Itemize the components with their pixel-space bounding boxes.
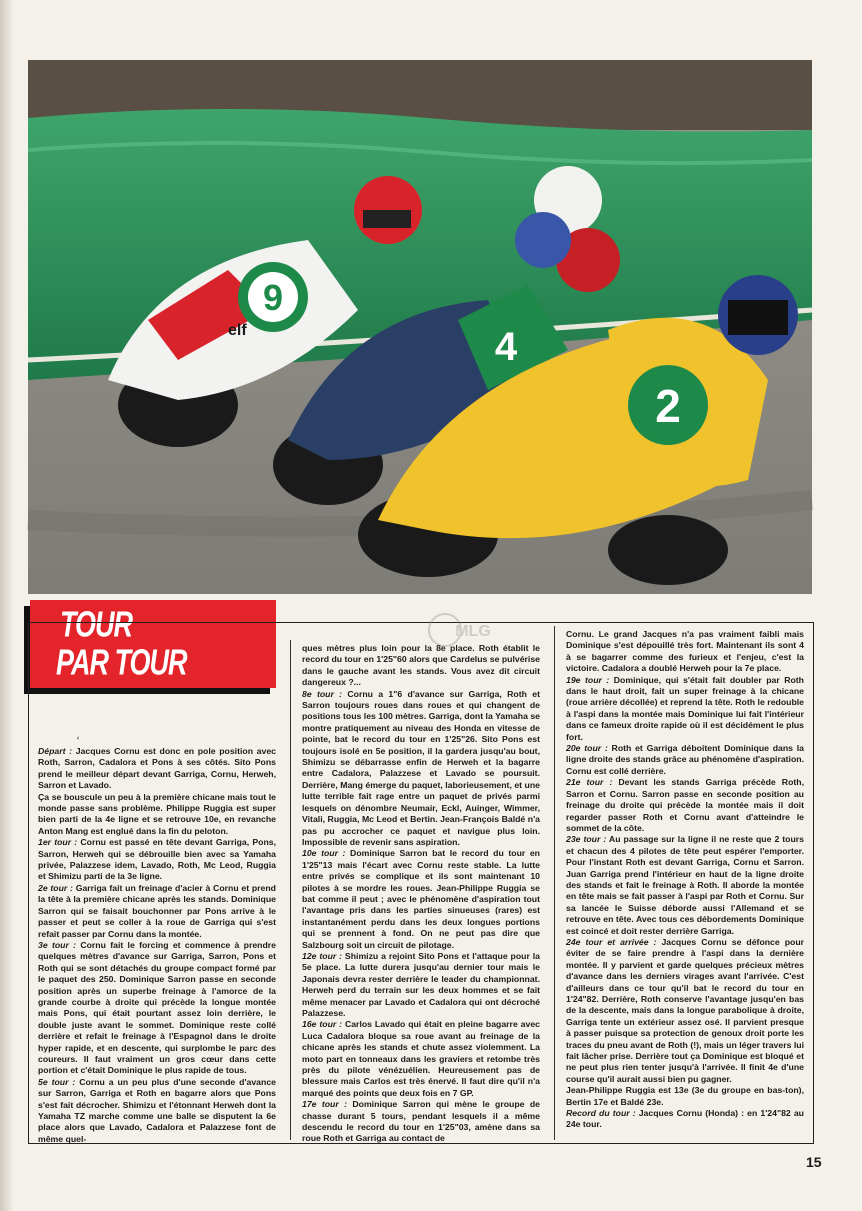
article-paragraph (302, 1019, 540, 1099)
paragraph-lead: 8e tour : (302, 688, 343, 699)
paragraph-text: Dominique Sarron qui mène le groupe de chasse durant 5 tours, pendant lesquels il a même descendu le record du tour en 1'25"03, amène dans sa roue Roth et Garriga au contact de (302, 1099, 541, 1144)
paragraph-text: Cornu fait le forcing et commence à prendre quelques mètres d'avance sur Garriga, Sarron, Pons et Roth qui se sont détachés du groupe compact formé par le paquet des 250. Dominique Sarron passe en seconde position après un superbe freinage à l'amorce de la grande courbe à droite qui précède la longue montée mais Pons, qui était pourtant assez loin derrière, le double juste avant le sommet. Dominique reste collé derrière et refait le freinage à l'Espagnol dans le droite hyper rapide, et en descente, qui surplombe le parc des coureurs. Il faut vraiment un gros cœur dans cette portion et c'était Dominique le plus rapide de tous. (38, 939, 276, 1076)
rider-9-number: 9 (262, 277, 284, 318)
article-column-1 (38, 746, 276, 1144)
article-column-3 (566, 629, 804, 1139)
paragraph-lead: 16e tour : (302, 1019, 343, 1030)
paragraph-text: Carlos Lavado qui était en pleine bagarre avec Luca Cadalora bloque sa roue avant au freinage de la chicane après les stands et chute assez violemment. La moto part en tonneaux dans les graviers et retombe très près du pilote vénézuélien. Heureusement pas de blessure mais Carlos est très énervé. Il faut dire qu'il n'a marqué des points que deux fois en 7 GP. (302, 1019, 540, 1098)
rider-4-number: 4 (494, 325, 518, 369)
article-paragraph (566, 937, 804, 1085)
paragraph-lead: 3e tour : (38, 939, 77, 950)
article-paragraph (38, 1077, 276, 1145)
page-binding-shadow (0, 0, 14, 1211)
decorative-mark: ‘ (76, 734, 79, 748)
watermark-text: MLG (455, 623, 491, 640)
paragraph-text: Cornu est passé en tête devant Garriga, Pons, Sarron, Herweh qui se débrouille bien avec sa Yamaha privée, Palazzese idem, Lavado, Roth, Mc Leod, Ruggia et Shimizu parti de la 3e ligne. (38, 837, 276, 882)
article-paragraph (566, 675, 804, 743)
article-paragraph (566, 834, 804, 937)
article-paragraph (302, 951, 540, 1019)
paragraph-text: Dominique, qui s'était fait doubler par Roth dans le haut droit, fait un super freinage à la chicane (roue arrière décollée) et reprend la tête. Roth le redouble à l'aspi dans la montée mais Dominique lui fait l'intérieur dans ce fameux droite rapide où il est décidément le plus fort. (566, 674, 804, 742)
article-paragraph (566, 629, 804, 675)
paragraph-text: Jacques Cornu (Honda) : en 1'24"82 au 24e tour. (566, 1108, 804, 1130)
article-paragraph (38, 883, 276, 940)
paragraph-text: Roth et Garriga déboitent Dominique dans la ligne droite des stands grâce au phénomène d'aspiration. Cornu est collé derrière. (566, 743, 804, 776)
paragraph-text: Jacques Cornu se défonce pour éviter de se faire prendre à l'aspi dans la dernière montée. Il y parvient et garde quelques précieux mètres d'avance dans les derniers virages avant l'arrivée. C'est d'ailleurs dans ce tour qu'il bat le record du tour en 1'24"82. Derrière, Roth conserve l'avantage jusqu'en bas de la descente, mais dans la longue parabolique à droite, Garriga tente un extérieur assez osé. Il parvient presque à passer puisque sa protection de genoux droit porte les traces du pneu avant de Roth (!), mais un léger travers lui fait lâcher prise. Derrière tout ça Dominique est bloqué et ne peut plus rien tenter jusqu'à l'arrivée. Il finit 4e d'une course qu'il aurait aussi bien pu gagner. (566, 936, 805, 1084)
article-paragraph (38, 792, 276, 838)
paragraph-text: Cornu. Le grand Jacques n'a pas vraiment faibli mais Dominique s'est dépouillé très fort. Maintenant ils sont 4 à se bagarrer comme des furieux et l'enjeu, c'est la victoire. Cadalora a doublé Herweh pour la 7e place. (566, 629, 804, 674)
paragraph-lead: 1er tour : (38, 837, 78, 848)
article-paragraph (302, 643, 540, 689)
paragraph-text: Jean-Philippe Ruggia est 13e (3e du groupe en bas-ton), Bertin 17e et Baldé 23e. (566, 1085, 804, 1107)
paragraph-lead: Record du tour : (566, 1108, 636, 1119)
paragraph-lead: 12e tour : (302, 950, 343, 961)
paragraph-lead: 23e tour : (566, 834, 607, 845)
section-title-line2: PAR TOUR (56, 642, 187, 683)
rider-9-sponsor: elf (228, 322, 247, 339)
article-paragraph (566, 743, 804, 777)
section-title-line1: TOUR (60, 604, 133, 645)
paragraph-text: Au passage sur la ligne il ne reste que 2 tours et chacun des 4 pilotes de tête peut espérer l'emporter. Pour l'instant Roth est devant Garriga, Cornu et Sarron. Juan Garriga prend l'intérieur en haut de la ligne droite des stands et fait le freinage à Roth. Il aborde la montée en tête mais se fait passer à l'aspi par Roth et Cornu. Sur sa lancée le Suisse déborde aussi l'Allemand et se retrouve en tête. Avec tous ces débordements Dominique est coincé et doit rester derrière Garriga. (566, 834, 804, 936)
paragraph-lead: 10e tour : (302, 848, 346, 859)
column-divider (554, 626, 555, 1140)
paragraph-text: Dominique Sarron bat le record du tour en 1'25"13 mais l'écart avec Cornu reste stable. La lutte entre privés se complique et ils sont maintenant 10 pilotes à se mordre les roues. Jean-Philippe Ruggia se bat comme il peut ; avec le phénomène d'aspiration tout l'avantage pris dans les parties sinueuses (rares) est instantanément perdu dans les deux longues portions qui se prennent à fond. On ne peut pas dire que Salzbourg soit un circuit de pilotage. (302, 848, 540, 950)
paragraph-lead: 2e tour : (38, 882, 73, 893)
paragraph-text: Cornu a 1"6 d'avance sur Garriga, Roth et Sarron toujours roues dans roues et qui changent de positions tous les 100 mètres. Garriga, dont la Yamaha se montre pratiquement au niveau des Honda en vitesse de pointe, bat le record du tour en 1'25"26. Sito Pons est toujours isolé en 5e position, il la gardera jusqu'au bout, Shimizu se débarrasse enfin de Herweh et la bagarre entre Cadalora, Palazzese et Lavado se poursuit. Derrière, Mang émerge du paquet, laborieusement, et une lutte terrible fait rage entre un paquet de privés parmi lesquels on dénombre Neumair, Eckl, Auinger, Wimmer, Vitali, Ruggia, Mc Leod et Bertin. Jean-François Baldé n'a pas pu accrocher ce paquet et navigue plus loin. Impossible de revenir sans aspiration. (302, 688, 540, 847)
paragraph-text: Devant les stands Garriga précède Roth, Sarron et Cornu. Sarron passe en seconde position au freinage du droite qui précède la montée mais il doit regarder passer Roth et Cornu avant d'atteindre le sommet de la côte. (566, 777, 804, 833)
article-column-2 (302, 643, 541, 1144)
paragraph-lead: 21e tour : (566, 777, 613, 788)
article-paragraph (566, 1108, 804, 1131)
page-number: 15 (806, 1154, 822, 1170)
paragraph-lead: Départ : (38, 746, 73, 756)
paragraph-text: Ça se bouscule un peu à la première chicane mais tout le monde passe sans problème. Philippe Ruggia est super bien parti de la 4e ligne et se retrouve 10e, en revanche Anton Mang est englué dans la fin du peloton. (38, 791, 276, 836)
article-paragraph (302, 848, 540, 951)
paragraph-lead: 20e tour : (566, 743, 608, 754)
rider-2-number: 2 (655, 380, 681, 432)
race-photo (28, 60, 812, 594)
paragraph-lead: 17e tour : (302, 1099, 348, 1110)
article-paragraph (38, 837, 276, 883)
article-paragraph (302, 1099, 540, 1145)
article-paragraph (38, 746, 276, 792)
column-divider (290, 640, 291, 1140)
paragraph-text: Shimizu a rejoint Sito Pons et l'attaque pour la 5e place. La lutte durera jusqu'au dernier tour mais le Japonais devra rester derrière le leader du championnat. Herweh perd du terrain sur les deux hommes et se fait même menacer par Lavado et Cadalora qui ont décroché Palazzese. (302, 950, 540, 1018)
article-paragraph (38, 940, 276, 1077)
paragraph-lead: 5e tour : (38, 1076, 76, 1087)
article-paragraph (566, 777, 804, 834)
paragraph-lead: 24e tour et arrivée : (566, 936, 657, 947)
article-paragraph (566, 1085, 804, 1108)
paragraph-text: Garriga fait un freinage d'acier à Cornu et prend la tête à la première chicane après les stands. Dominique Sarron qui se faisait bouchonner par Pons arrive à le passer et peut se coller à la roue de Garriga qui s'est refait passer par Cornu dans la montée. (38, 882, 276, 939)
paragraph-text: Cornu a un peu plus d'une seconde d'avance sur Sarron, Garriga et Roth en bagarre alors que Pons s'est fait décrocher. Shimizu et l'étonnant Herweh dont la Yamaha TZ marche comme une balle se disputent la 6e place alors que Lavado, Cadalora et Palazzese font de même quel- (38, 1076, 276, 1144)
paragraph-lead: 19e tour : (566, 674, 610, 685)
paragraph-text: Jacques Cornu est donc en pole position avec Roth, Sarron, Cadalora et Pons à ses côtés. Sito Pons prend le meilleur départ devant Garriga, Cornu, Herweh, Sarron et Lavado. (38, 746, 276, 791)
paragraph-text: ques mètres plus loin pour la 8e place. Roth établit le record du tour en 1'25"60 alors que Cardelus se pulvérise dans le gauche avant les stands. Vous avez dit circuit dangereux ?... (302, 643, 540, 688)
article-paragraph (302, 689, 540, 849)
